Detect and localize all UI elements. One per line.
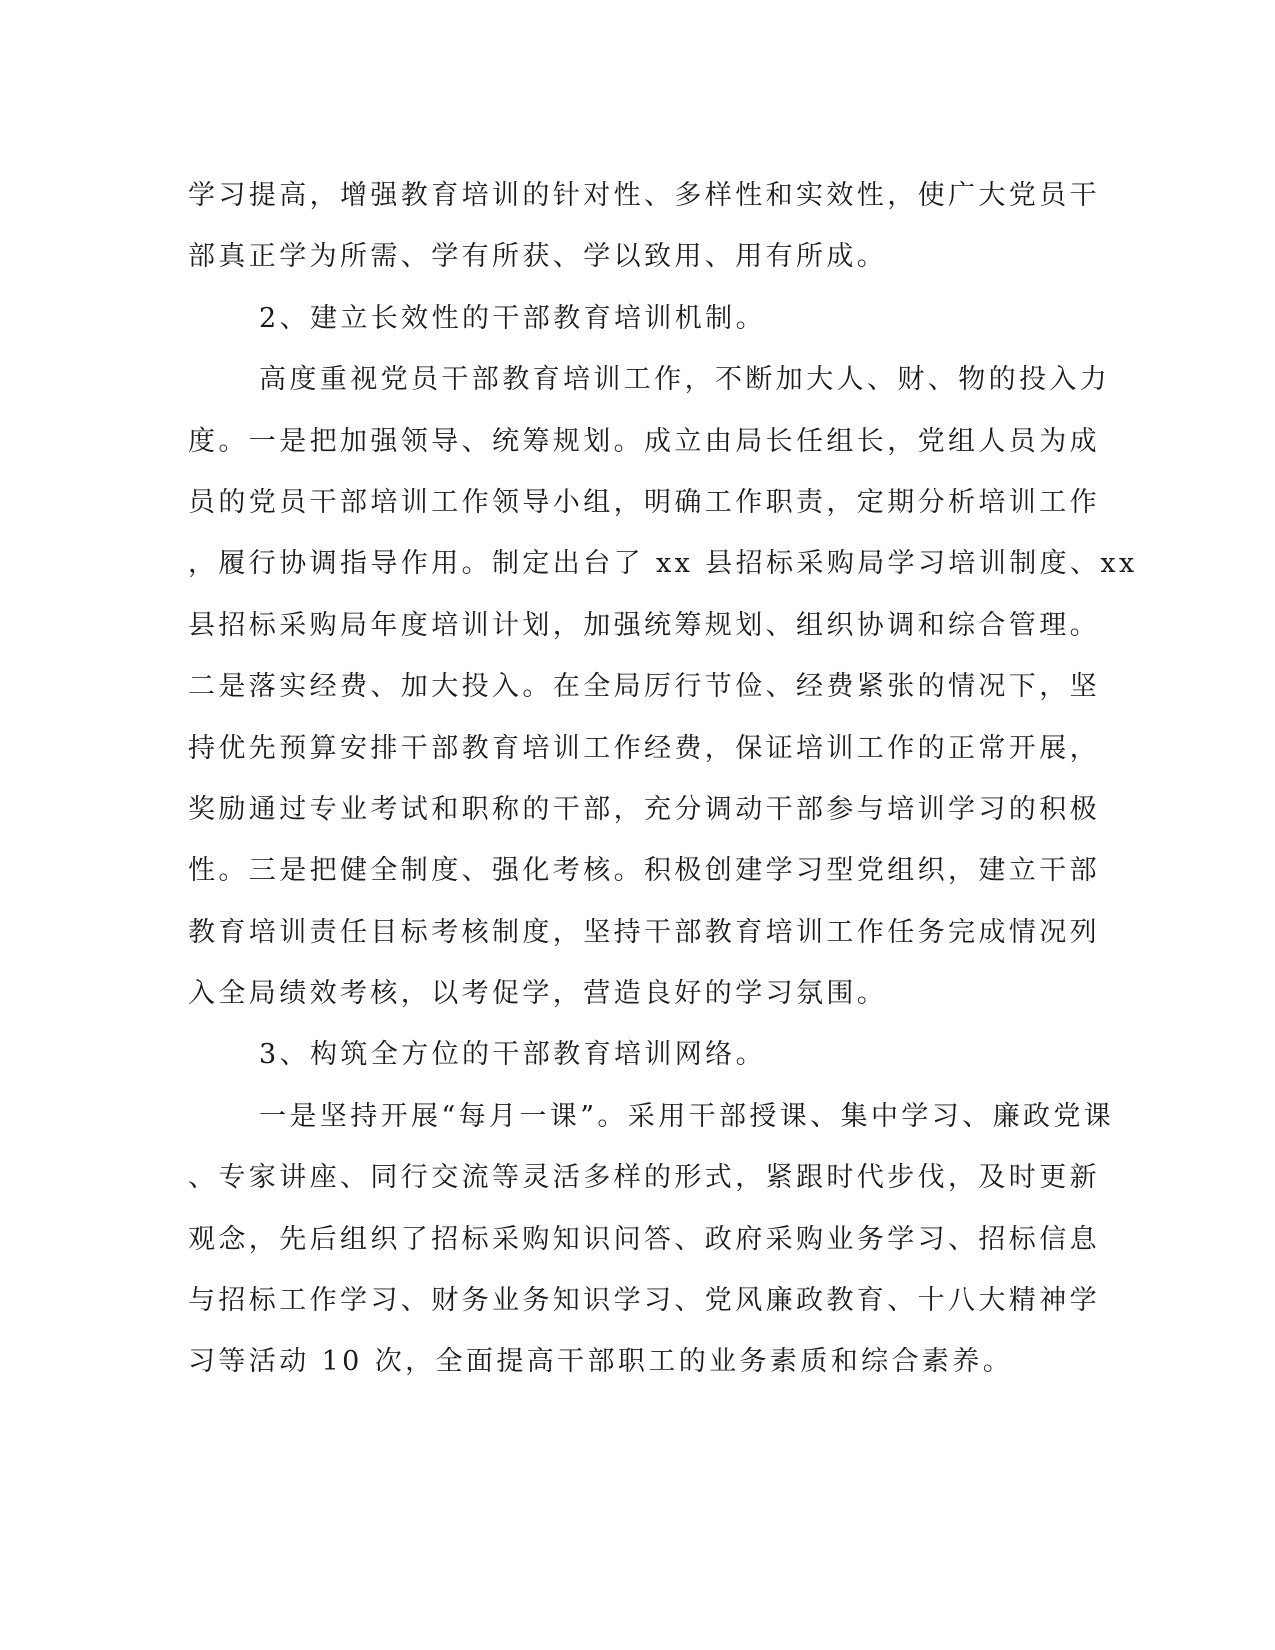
text-line: 与招标工作学习、财务业务知识学习、党风廉政教育、十八大精神学 (188, 1285, 1100, 1317)
text-line: 入全局绩效考核，以考促学，营造良好的学习氛围。 (188, 978, 888, 1010)
text-line: 奖励通过专业考试和职称的干部，充分调动干部参与培训学习的积极 (188, 793, 1100, 825)
paragraph-first-line: 高度重视党员干部教育培训工作，不断加大人、财、物的投入力 (259, 364, 1111, 396)
text-line: 教育培训责任目标考核制度，坚持干部教育培训工作任务完成情况列 (188, 916, 1100, 948)
text-line: 、专家讲座、同行交流等灵活多样的形式，紧跟时代步伐，及时更新 (188, 1162, 1100, 1194)
text-line: 县招标采购局年度培训计划，加强统筹规划、组织协调和综合管理。 (188, 609, 1100, 641)
text-line: 度。一是把加强领导、统筹规划。成立由局长任组长，党组人员为成 (188, 425, 1100, 457)
text-line: 部真正学为所需、学有所获、学以致用、用有所成。 (188, 241, 888, 273)
text-line: 学习提高，增强教育培训的针对性、多样性和实效性，使广大党员干 (188, 180, 1100, 211)
paragraph-first-line: 一是坚持开展“每月一课”。采用干部授课、集中学习、廉政党课 (259, 1100, 1115, 1132)
text-line: 二是落实经费、加大投入。在全局厉行节俭、经费紧张的情况下，坚 (188, 671, 1100, 703)
text-line: 习等活动 10 次，全面提高干部职工的业务素质和综合素养。 (188, 1346, 1014, 1378)
text-line: 员的党员干部培训工作领导小组，明确工作职责，定期分析培训工作 (188, 486, 1100, 518)
text-line: 持优先预算安排干部教育培训工作经费，保证培训工作的正常开展， (188, 732, 1100, 764)
text-line: 性。三是把健全制度、强化考核。积极创建学习型党组织，建立干部 (188, 855, 1100, 887)
section-heading: 3、构筑全方位的干部教育培训网络。 (259, 1039, 766, 1071)
text-line: 观念，先后组织了招标采购知识问答、政府采购业务学习、招标信息 (188, 1223, 1100, 1255)
text-line: ，履行协调指导作用。制定出台了 xx 县招标采购局学习培训制度、xx (188, 548, 1138, 580)
section-heading: 2、建立长效性的干部教育培训机制。 (259, 302, 766, 334)
body-text (188, 165, 1138, 1393)
